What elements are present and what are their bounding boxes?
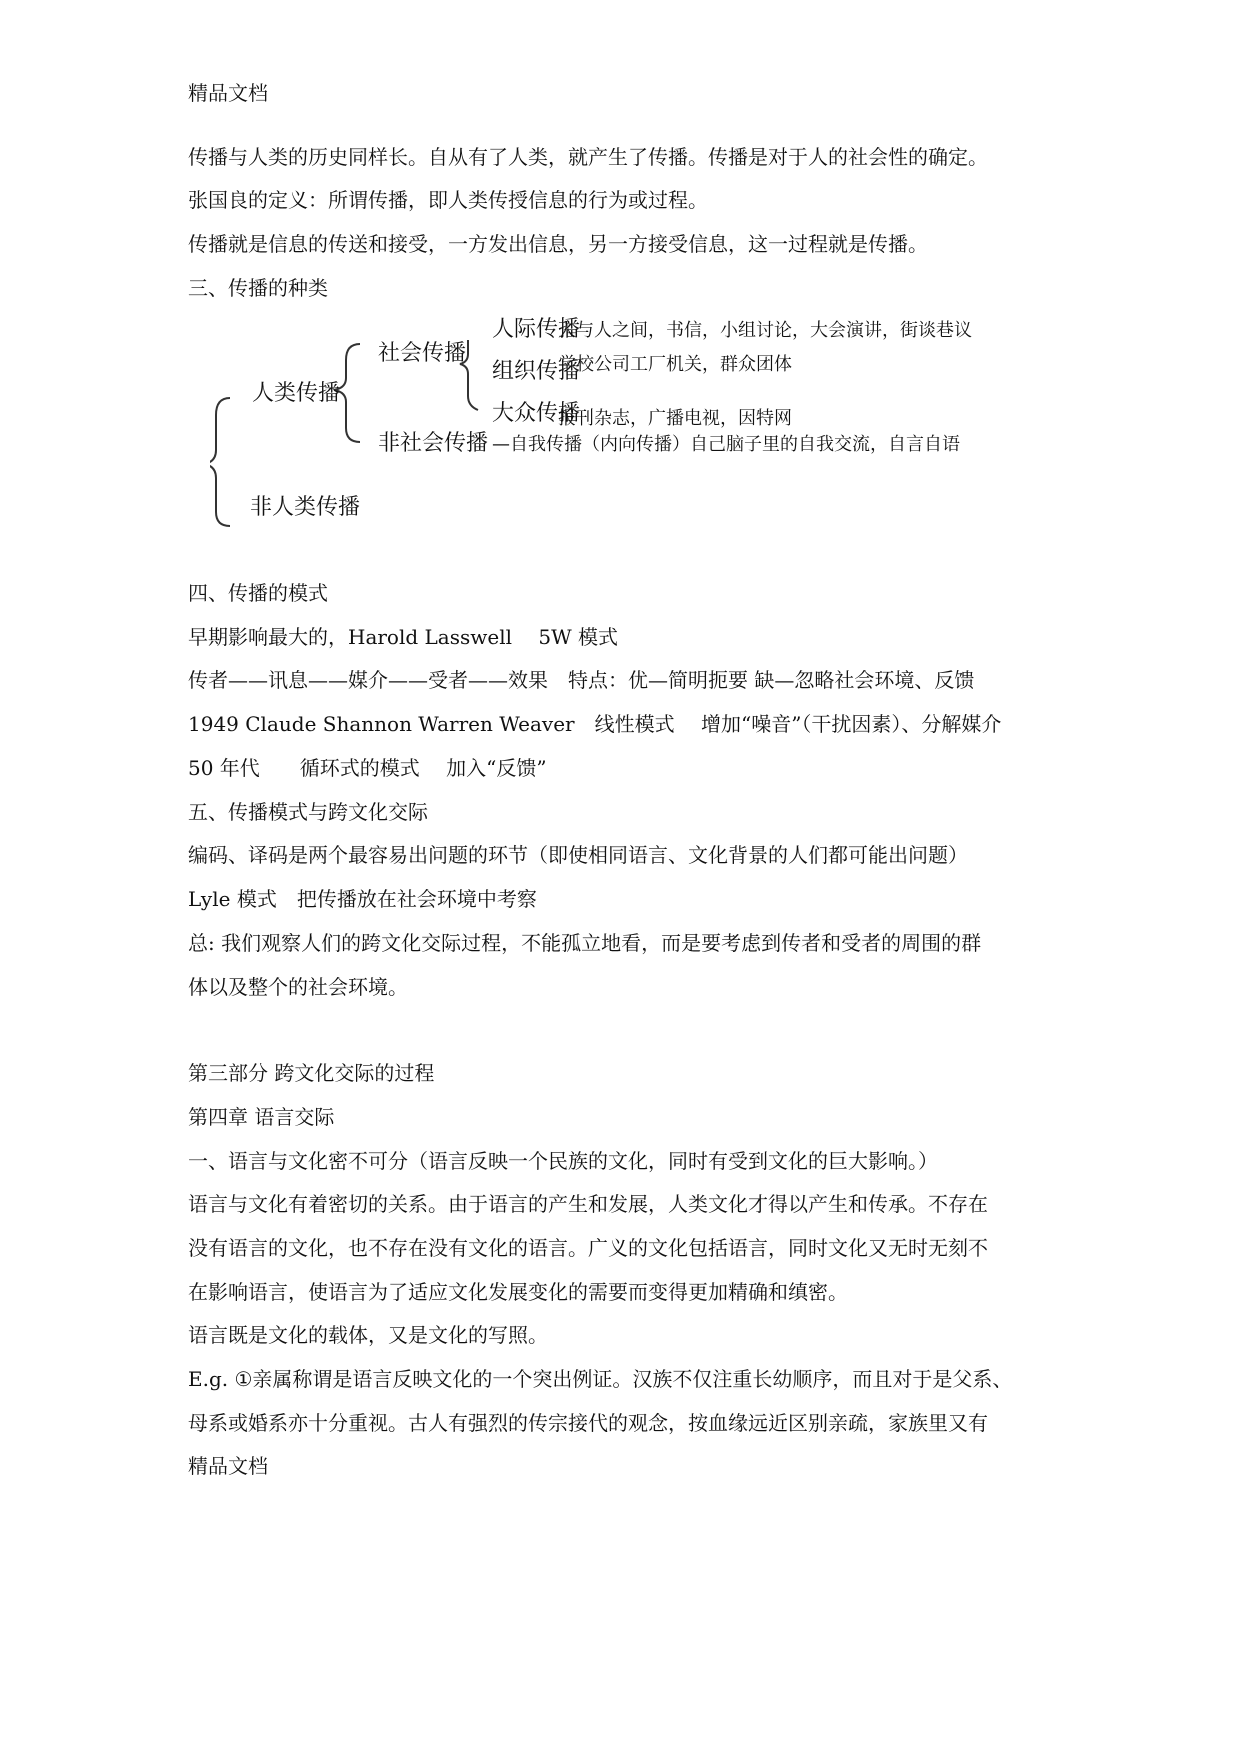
desc-interpersonal: 人与人之间，书信，小组讨论，大会演讲，街谈巷议	[558, 320, 972, 341]
paragraph: 总: 我们观察人们的跨文化交际过程，不能孤立地看，而是要考虑到传者和受者的周围的群	[188, 931, 982, 955]
section-heading: 一、语言与文化密不可分（语言反映一个民族的文化，同时有受到文化的巨大影响。）	[188, 1149, 938, 1173]
node-nonhuman-communication: 非人类传播	[250, 495, 361, 520]
paragraph: 体以及整个的社会环境。	[188, 975, 408, 999]
node-human-communication: 人类传播	[252, 381, 341, 406]
paragraph: 50 年代 循环式的模式 加入“反馈”	[188, 756, 547, 780]
paragraph: Lyle 模式 把传播放在社会环境中考察	[188, 887, 537, 911]
paragraph: 1949 Claude Shannon Warren Weaver 线性模式 增加“噪音”（干扰因素）、分解媒介	[188, 712, 1002, 736]
paragraph: E.g. ①亲属称谓是语言反映文化的一个突出例证。汉族不仅注重长幼顺序，而且对于是父系、	[188, 1367, 1013, 1391]
node-organizational: 组织传播	[492, 359, 581, 384]
communication-types-diagram	[210, 317, 1110, 600]
paragraph: 张国良的定义：所谓传播，即人类传授信息的行为或过程。	[188, 188, 708, 212]
paragraph: 传者——讯息——媒介——受者——效果 特点：优—简明扼要 缺—忽略社会环境、反馈	[188, 668, 975, 692]
paragraph: 传播就是信息的传送和接受，一方发出信息，另一方接受信息，这一过程就是传播。	[188, 232, 928, 256]
page-footer: 精品文档	[188, 1454, 268, 1478]
paragraph: 母系或婚系亦十分重视。古人有强烈的传宗接代的观念，按血缘远近区别亲疏，家族里又有	[188, 1411, 988, 1435]
desc-nonsocial: —自我传播（内向传播）自己脑子里的自我交流，自言自语	[492, 434, 960, 455]
desc-organizational: 学校公司工厂机关，群众团体	[558, 354, 792, 375]
diagram-braces	[210, 340, 1110, 600]
paragraph: 早期影响最大的，Harold Lasswell 5W 模式	[188, 625, 618, 649]
paragraph: 没有语言的文化，也不存在没有文化的语言。广义的文化包括语言，同时文化又无时无刻不	[188, 1236, 988, 1260]
page-header: 精品文档	[188, 81, 268, 105]
section-heading: 三、传播的种类	[188, 276, 328, 300]
node-mass: 大众传播	[492, 401, 581, 426]
desc-mass: 报刊杂志，广播电视，因特网	[558, 408, 792, 429]
part-heading: 第三部分 跨文化交际的过程	[188, 1061, 435, 1085]
node-interpersonal: 人际传播	[492, 317, 581, 342]
paragraph: 语言既是文化的载体，又是文化的写照。	[188, 1323, 548, 1347]
paragraph: 传播与人类的历史同样长。自从有了人类，就产生了传播。传播是对于人的社会性的确定。	[188, 145, 988, 169]
section-heading: 五、传播模式与跨文化交际	[188, 800, 428, 824]
paragraph: 语言与文化有着密切的关系。由于语言的产生和发展，人类文化才得以产生和传承。不存在	[188, 1192, 988, 1216]
paragraph: 在影响语言，使语言为了适应文化发展变化的需要而变得更加精确和缜密。	[188, 1280, 848, 1304]
node-social-communication: 社会传播	[378, 341, 467, 366]
node-nonsocial-communication: 非社会传播	[378, 431, 489, 456]
chapter-heading: 第四章 语言交际	[188, 1105, 335, 1129]
section-heading: 四、传播的模式	[188, 581, 328, 605]
paragraph: 编码、译码是两个最容易出问题的环节（即使相同语言、文化背景的人们都可能出问题）	[188, 843, 968, 867]
